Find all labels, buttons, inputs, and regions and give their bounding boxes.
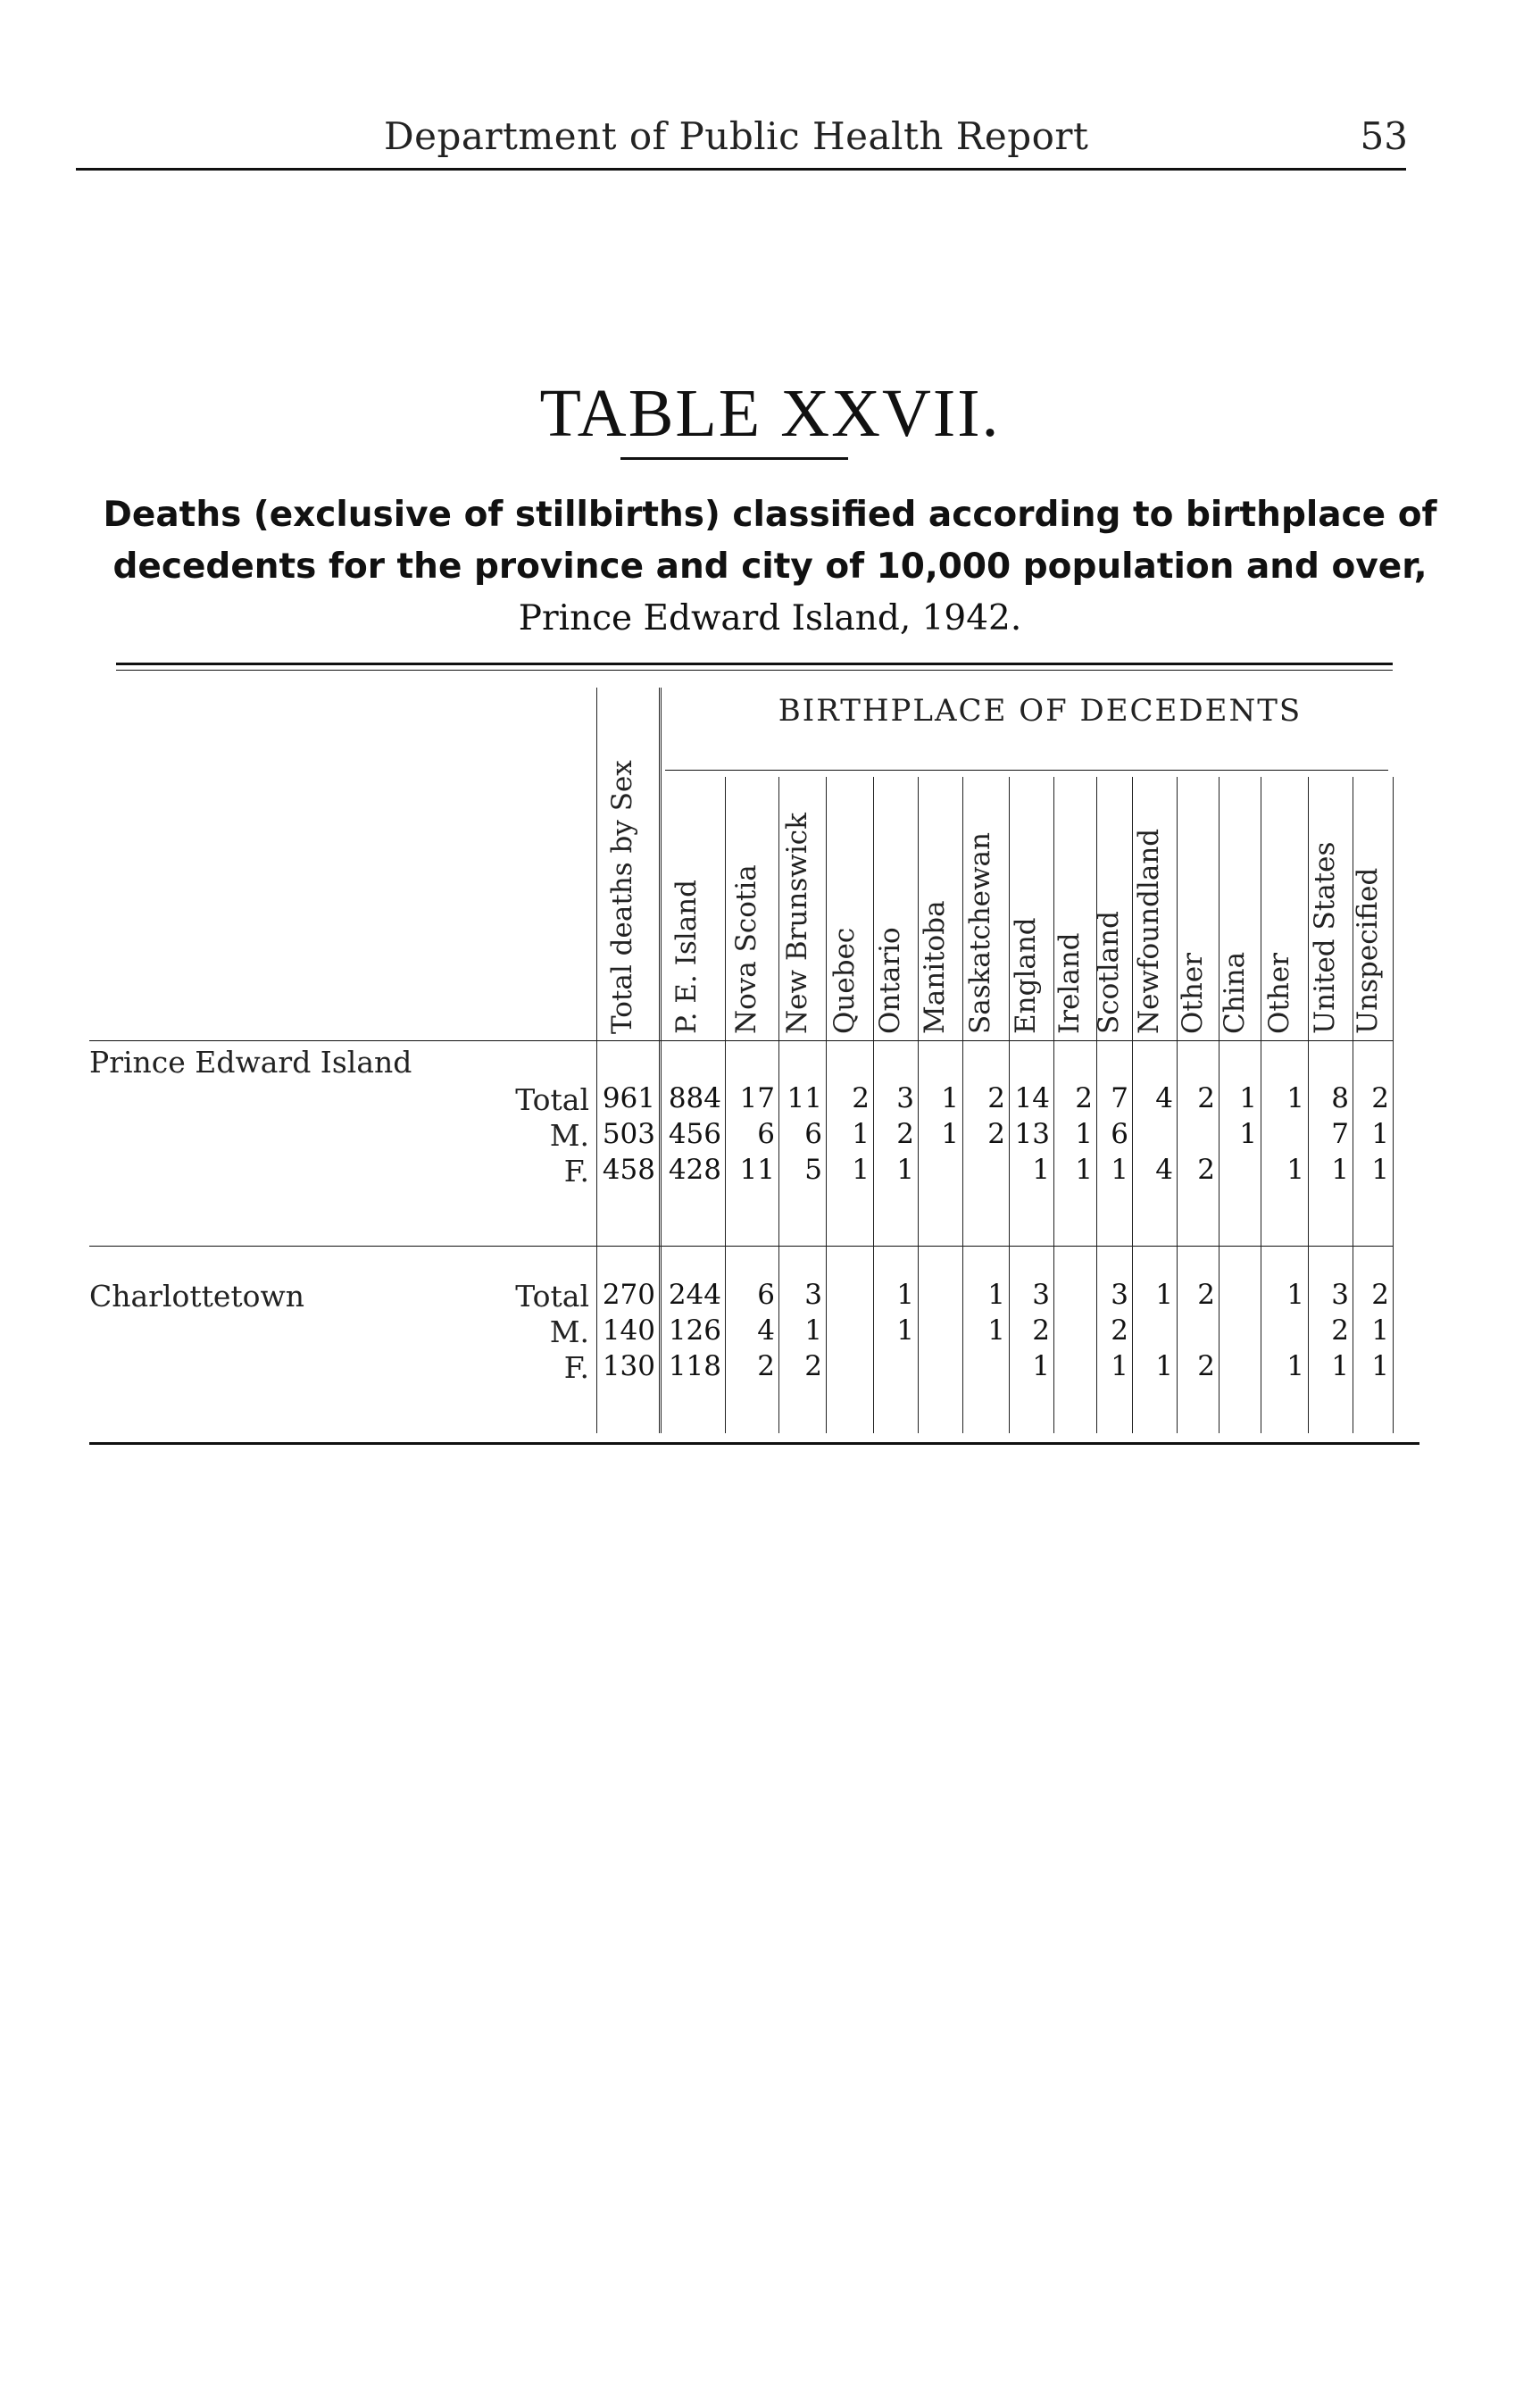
table-cell: 2	[852, 1082, 870, 1114]
table-cell: 17	[739, 1082, 775, 1114]
column-divider	[778, 777, 779, 1433]
row-label: M.	[549, 1118, 589, 1153]
section-divider-rule	[89, 1246, 1393, 1247]
table-cell: 4	[1155, 1082, 1173, 1114]
row-label: Total	[515, 1082, 589, 1117]
table-cell: 130	[602, 1350, 655, 1382]
table-cell: 1	[1239, 1082, 1257, 1114]
table-cell: 1	[896, 1154, 914, 1186]
row-label: F.	[563, 1350, 589, 1385]
table-cell: 6	[804, 1118, 822, 1150]
table-top-rule-2	[116, 670, 1393, 671]
table-cell: 1	[941, 1082, 959, 1114]
table-cell: 458	[602, 1154, 655, 1186]
table-cell: 3	[1111, 1279, 1128, 1311]
table-cell: 2	[1111, 1314, 1128, 1347]
table-cell: 1	[852, 1154, 870, 1186]
birthplace-header: BIRTHPLACE OF DECEDENTS	[778, 693, 1303, 729]
column-header-label: Ontario	[874, 927, 906, 1034]
table-cell: 3	[1331, 1279, 1349, 1311]
table-cell: 1	[1371, 1314, 1389, 1347]
column-header-label: Scotland	[1093, 911, 1125, 1034]
row-label: M.	[549, 1314, 589, 1349]
table-cell: 11	[787, 1082, 822, 1114]
birthplace-rule	[665, 770, 1388, 771]
column-header-label: Newfoundland	[1133, 828, 1165, 1034]
table-title: TABLE XXVII.	[539, 376, 1001, 451]
column-header-label: Quebec	[828, 927, 861, 1034]
table-cell: 961	[602, 1082, 655, 1114]
header-bottom-rule	[89, 1040, 1393, 1041]
table-cell: 2	[1331, 1314, 1349, 1347]
table-cell: 2	[896, 1118, 914, 1150]
table-cell: 4	[757, 1314, 775, 1347]
region-name: Charlottetown	[89, 1279, 305, 1314]
table-cell: 3	[1032, 1279, 1050, 1311]
table-cell: 1	[1371, 1154, 1389, 1186]
table-cell: 2	[1197, 1279, 1215, 1311]
table-cell: 140	[602, 1314, 655, 1347]
table-cell: 1	[1286, 1279, 1304, 1311]
column-header-label: Other	[1176, 952, 1209, 1034]
table-cell: 1	[1155, 1350, 1173, 1382]
column-header-label: Total deaths by Sex	[606, 760, 638, 1034]
table-subtitle	[98, 489, 1442, 645]
table-cell: 1	[1075, 1154, 1093, 1186]
table-cell: 126	[668, 1314, 721, 1347]
column-header-label: Unspecified	[1351, 867, 1384, 1034]
table-cell: 456	[668, 1118, 721, 1150]
table-cell: 14	[1014, 1082, 1050, 1114]
column-header-label: England	[1010, 917, 1042, 1034]
table-cell: 2	[1075, 1082, 1093, 1114]
table-cell: 2	[987, 1082, 1005, 1114]
table-cell: 1	[987, 1314, 1005, 1347]
column-header-label: P. E. Island	[670, 880, 703, 1034]
table-cell: 1	[1155, 1279, 1173, 1311]
column-divider	[725, 777, 726, 1433]
table-cell: 1	[1371, 1350, 1389, 1382]
table-cell: 1	[941, 1118, 959, 1150]
table-cell: 4	[1155, 1154, 1173, 1186]
table-cell: 1	[987, 1279, 1005, 1311]
table-cell: 503	[602, 1118, 655, 1150]
table-cell: 270	[602, 1279, 655, 1311]
header-rule	[76, 168, 1406, 171]
row-label: Total	[515, 1279, 589, 1314]
table-cell: 1	[1032, 1154, 1050, 1186]
table-cell: 1	[1331, 1350, 1349, 1382]
column-header-label: China	[1218, 951, 1251, 1034]
table-cell: 2	[1371, 1082, 1389, 1114]
column-header-label: Manitoba	[919, 900, 951, 1034]
column-divider	[596, 688, 597, 1433]
column-divider	[1177, 777, 1178, 1433]
table-cell: 2	[757, 1350, 775, 1382]
table-cell: 11	[739, 1154, 775, 1186]
table-cell: 1	[1032, 1350, 1050, 1382]
subtitle-line: decedents for the province and city of 10,000 population and over,	[112, 546, 1428, 587]
subtitle-line: Deaths (exclusive of stillbirths) classified according to birthplace of	[103, 495, 1437, 535]
column-header-label: Nova Scotia	[730, 864, 762, 1034]
table-cell: 2	[1197, 1082, 1215, 1114]
table-cell: 2	[1197, 1154, 1215, 1186]
table-cell: 3	[804, 1279, 822, 1311]
column-divider	[1219, 777, 1220, 1433]
table-cell: 1	[1075, 1118, 1093, 1150]
column-header-label: Other	[1262, 952, 1295, 1034]
column-header-label: Ireland	[1053, 932, 1086, 1034]
column-divider	[873, 777, 874, 1433]
column-header-label: New Brunswick	[780, 813, 813, 1034]
column-header-label: United States	[1309, 841, 1341, 1034]
table-cell: 7	[1111, 1082, 1128, 1114]
table-cell: 1	[1286, 1154, 1304, 1186]
column-divider	[1096, 777, 1097, 1433]
table-cell: 118	[668, 1350, 721, 1382]
region-name: Prince Edward Island	[89, 1045, 412, 1080]
title-rule	[620, 457, 848, 460]
table-cell: 1	[896, 1314, 914, 1347]
column-divider	[918, 777, 919, 1433]
page-number: 53	[1360, 114, 1408, 158]
table-cell: 2	[804, 1350, 822, 1382]
table-cell: 2	[987, 1118, 1005, 1150]
column-divider	[826, 777, 827, 1433]
table-cell: 1	[804, 1314, 822, 1347]
table-bottom-rule	[89, 1442, 1419, 1445]
table-cell: 1	[1331, 1154, 1349, 1186]
table-cell: 3	[896, 1082, 914, 1114]
column-divider	[1053, 777, 1054, 1433]
table-cell: 6	[757, 1279, 775, 1311]
table-top-rule	[116, 663, 1393, 665]
column-header-label: Saskatchewan	[964, 831, 996, 1034]
column-divider	[1393, 777, 1394, 1433]
table-cell: 7	[1331, 1118, 1349, 1150]
column-divider	[962, 777, 963, 1433]
running-head: Department of Public Health Report	[384, 114, 1089, 158]
table-cell: 2	[1032, 1314, 1050, 1347]
subtitle-line: Prince Edward Island, 1942.	[518, 598, 1022, 638]
table-cell: 2	[1371, 1279, 1389, 1311]
table-cell: 1	[1111, 1154, 1128, 1186]
table-cell: 1	[1371, 1118, 1389, 1150]
table-cell: 5	[804, 1154, 822, 1186]
table-cell: 1	[852, 1118, 870, 1150]
table-cell: 2	[1197, 1350, 1215, 1382]
table-cell: 8	[1331, 1082, 1349, 1114]
table-cell: 6	[1111, 1118, 1128, 1150]
table-cell: 884	[668, 1082, 721, 1114]
table-cell: 1	[1286, 1082, 1304, 1114]
table-cell: 1	[896, 1279, 914, 1311]
table-cell: 244	[668, 1279, 721, 1311]
table-cell: 428	[668, 1154, 721, 1186]
table-cell: 1	[1286, 1350, 1304, 1382]
table-cell: 6	[757, 1118, 775, 1150]
table-cell: 1	[1111, 1350, 1128, 1382]
column-divider	[1009, 777, 1010, 1433]
row-label: F.	[563, 1154, 589, 1189]
table-cell: 13	[1014, 1118, 1050, 1150]
table-cell: 1	[1239, 1118, 1257, 1150]
